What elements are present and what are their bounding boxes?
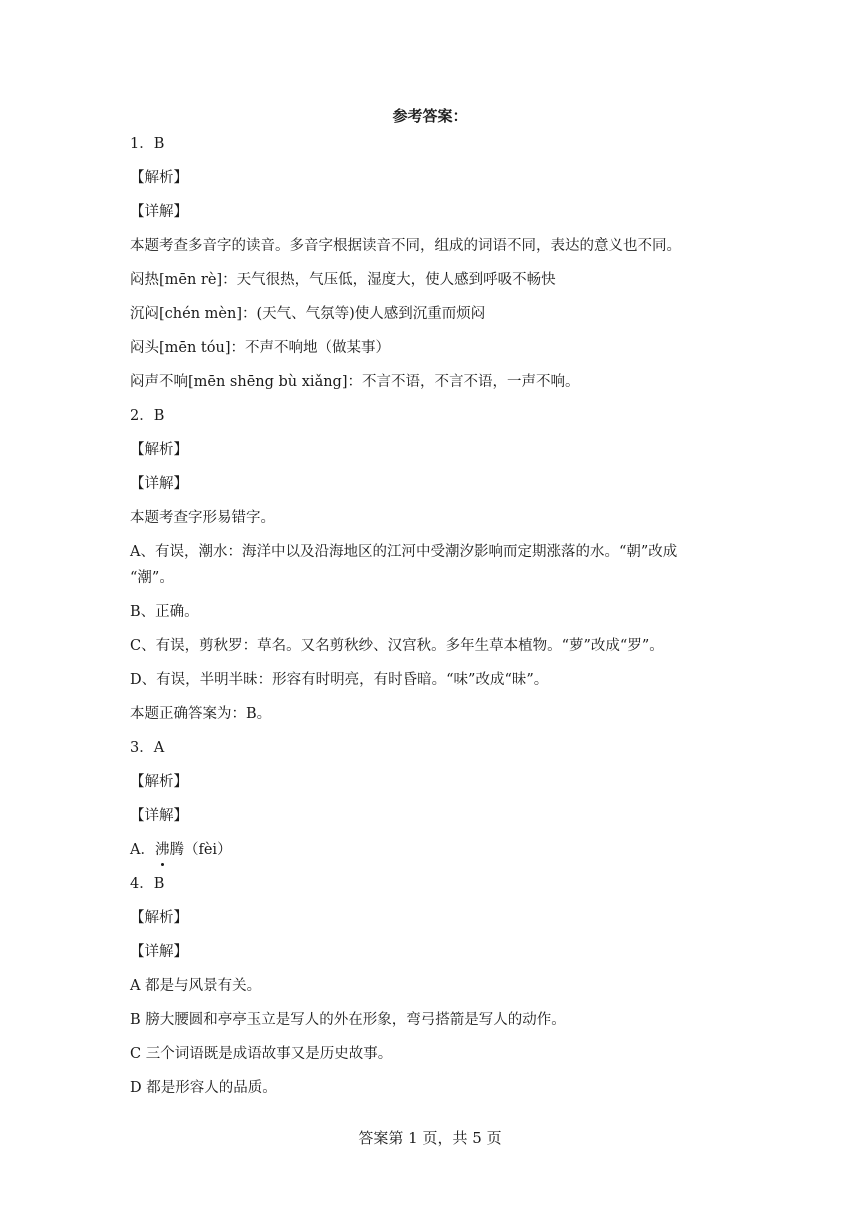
q2-answer: 2．B — [130, 408, 165, 424]
q1-xiangjie-label: 【详解】 — [130, 204, 188, 220]
page-footer: 答案第 1 页，共 5 页 — [358, 1129, 502, 1147]
q4-explanation-line: A 都是与风景有关。 — [130, 978, 262, 994]
q3-option-a-rest: 腾（fèi） — [169, 842, 232, 858]
q1-explanation-line: 闷头[mēn tóu]：不声不响地（做某事） — [130, 340, 390, 356]
q4-answer: 4．B — [130, 876, 165, 892]
q4-explanation-line: C 三个词语既是成语故事又是历史故事。 — [130, 1046, 393, 1062]
q3-dotted-character: 沸 — [154, 842, 170, 858]
page-title: 参考答案： — [392, 107, 468, 125]
q3-option-a-prefix: A． — [130, 842, 155, 858]
q3-xiangjie-label: 【详解】 — [130, 808, 188, 824]
answer-content — [130, 134, 730, 1112]
q4-jiexi-label: 【解析】 — [130, 910, 188, 926]
q1-jiexi-label: 【解析】 — [130, 170, 188, 186]
q1-explanation-line: 闷声不响[mēn shēng bù xiǎng]：不言不语，不言不语，一声不响。 — [130, 374, 580, 390]
q4-xiangjie-label: 【详解】 — [130, 944, 188, 960]
q3-option-a — [130, 840, 730, 874]
q2-option-b: B、正确。 — [130, 604, 199, 620]
q2-option-c: C、有误，剪秋罗：草名。又名剪秋纱、汉宫秋。多年生草本植物。“萝”改成“罗”。 — [130, 638, 664, 654]
q4-explanation-line: D 都是形容人的品质。 — [130, 1080, 277, 1096]
q1-answer: 1．B — [130, 136, 165, 152]
q2-xiangjie-label: 【详解】 — [130, 476, 188, 492]
q2-option-a: A、有误，潮水：海洋中以及沿海地区的江河中受潮汐影响而定期涨落的水。“朝”改成 — [130, 544, 678, 560]
q1-explanation-line: 沉闷[chén mèn]：(天气、气氛等)使人感到沉重而烦闷 — [130, 306, 486, 322]
q2-option-d: D、有误，半明半昧：形容有时明亮，有时昏暗。“味”改成“昧”。 — [130, 672, 549, 688]
q2-option-a-continued: “潮”。 — [130, 570, 174, 586]
q2-conclusion: 本题正确答案为：B。 — [130, 706, 272, 722]
q2-intro: 本题考查字形易错字。 — [130, 510, 275, 526]
q1-explanation-line: 本题考查多音字的读音。多音字根据读音不同，组成的词语不同，表达的意义也不同。 — [130, 238, 681, 254]
q1-explanation-line: 闷热[mēn rè]：天气很热，气压低，湿度大，使人感到呼吸不畅快 — [130, 272, 556, 288]
q4-explanation-line: B 膀大腰圆和亭亭玉立是写人的外在形象，弯弓搭箭是写人的动作。 — [130, 1012, 566, 1028]
q2-jiexi-label: 【解析】 — [130, 442, 188, 458]
q3-answer: 3．A — [130, 740, 165, 756]
q3-jiexi-label: 【解析】 — [130, 774, 188, 790]
